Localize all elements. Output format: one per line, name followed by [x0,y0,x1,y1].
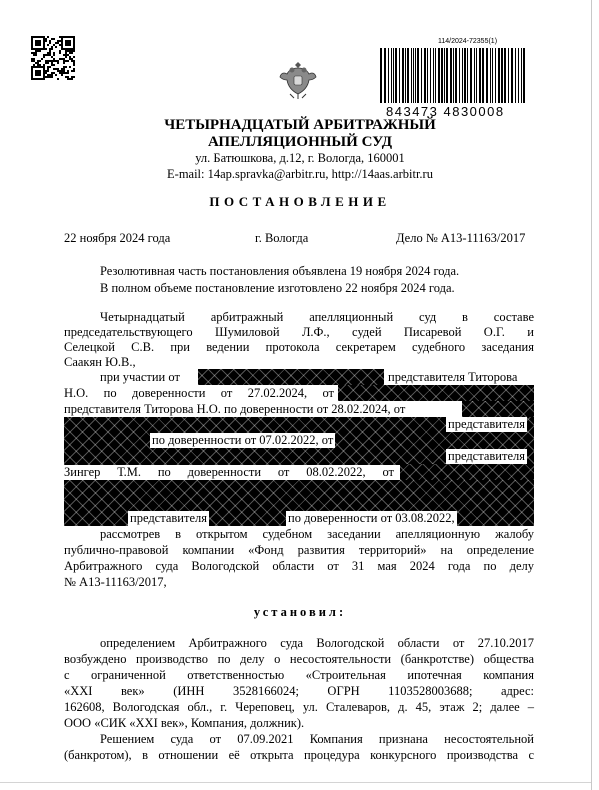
decision-city: г. Вологда [255,231,309,245]
body-line: представителя [448,417,525,431]
body-line: представителя [130,511,207,525]
redaction-block [198,369,384,385]
body-line: представителя [448,449,525,463]
case-number: 114/2024-72355(1) [438,38,498,45]
section-heading: установил: [253,605,347,619]
body-line: представителя Титорова Н.О. по доверенности от 28.02.2024, от [64,402,406,416]
court-name-line-2: АПЕЛЛЯЦИОННЫЙ СУД [207,134,393,150]
body-line: Четырнадцатый арбитражный апелляционный суд в составе [100,310,534,324]
barcode-icon [378,48,528,103]
findings-line: ООО «СИК «XXI век», Компания, должник). [64,716,305,730]
findings-line: возбуждено производство по делу о несостоятельности (банкротстве) общества [64,652,534,666]
decision-date: 22 ноября 2024 года [64,231,171,245]
redaction-block [400,464,534,480]
body-line: по доверенности от 07.02.2022, от [152,433,334,447]
findings-line: с ограниченной ответственностью «Строительная ипотечная компания [64,668,534,682]
body-line: Селецкой С.В. при ведении протокола секретарем судебного заседания [64,340,534,354]
body-line: Н.О. по доверенности от 27.02.2024, от [64,386,334,400]
redaction-block [462,401,534,417]
body-line: публично-правовой компании «Фонд развития территорий» на определение [64,543,534,557]
body-line: председательствующего Шумиловой Л.Ф., судей Писаревой О.Г. и [64,325,534,339]
qr-code-icon [31,36,75,80]
body-line: по доверенности от 03.08.2022, [288,511,455,525]
body-line: № А13-11163/2017, [64,575,167,589]
body-line: рассмотрев в открытом судебном заседании апелляционную жалобу [100,527,534,541]
findings-line: (банкротом), в отношении её открыта процедура конкурсного производства с [64,748,534,762]
court-contacts: E-mail: 14ap.spravka@arbitr.ru, http://14aas.arbitr.ru [167,167,433,181]
court-address: ул. Батюшкова, д.12, г. Вологда, 160001 [195,151,405,165]
body-line: представителя Титорова [388,370,518,384]
document-title: ПОСТАНОВЛЕНИЕ [209,194,391,209]
body-line: Арбитражного суда Вологодской области от 31 мая 2024 года по делу [64,559,534,573]
announcement-line-1: Резолютивная часть постановления объявлена 19 ноября 2024 года. [100,264,460,278]
case-reference: Дело № А13-11163/2017 [396,231,526,245]
findings-line: Решением суда от 07.09.2021 Компания признана несостоятельной [100,732,534,746]
body-line: при участии от [100,370,180,384]
body-line: Зингер Т.М. по доверенности от 08.02.2022, от [64,465,394,479]
page-edge-bottom [0,782,591,783]
findings-line: 162608, Вологодская обл., г. Череповец, ул. Сталеваров, д. 45, этаж 2; далее – [64,700,534,714]
court-name-line-1: ЧЕТЫРНАДЦАТЫЙ АРБИТРАЖНЫЙ [164,117,436,133]
body-line: Саакян Ю.В., [64,355,136,369]
findings-line: определением Арбитражного суда Вологодской области от 27.10.2017 [100,636,534,650]
page-edge-right [591,0,592,790]
coat-of-arms-icon [278,56,318,100]
barcode-digits: 843473 4830008 [386,104,505,119]
findings-line: «XXI век» (ИНН 3528166024; ОГРН 1103528003688; адрес: [64,684,534,698]
redaction-block [338,385,534,401]
announcement-line-2: В полном объеме постановление изготовлено 22 ноября 2024 года. [100,281,455,295]
